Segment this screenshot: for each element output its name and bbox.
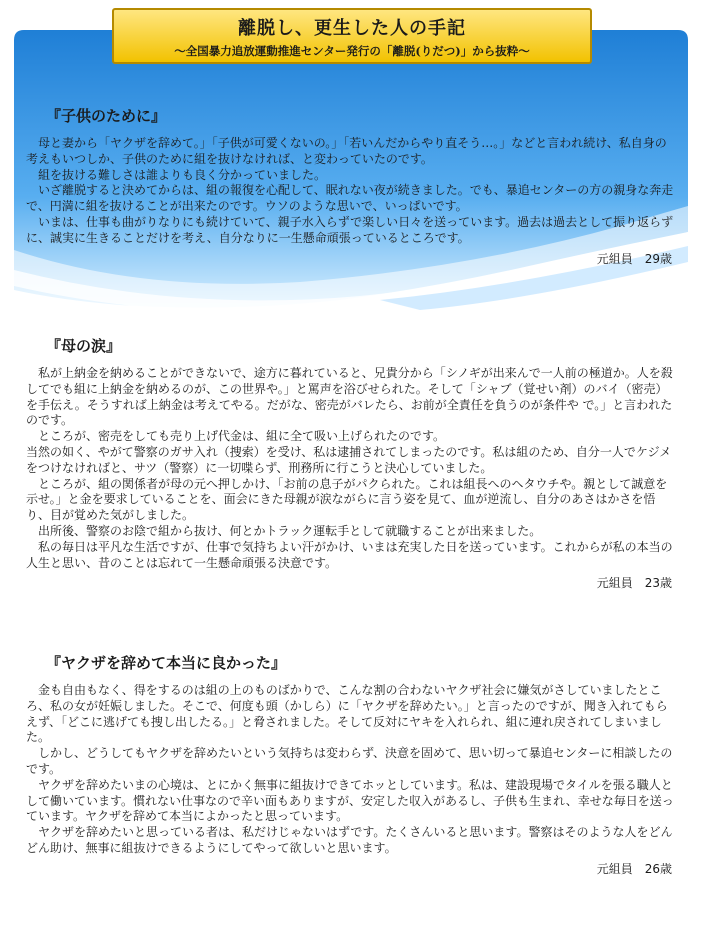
page-subtitle: ～全国暴力追放運動推進センター発行の「離脱(りだつ)」から抜粋～ (174, 44, 530, 58)
page-title: 離脱し、更生した人の手記 (238, 18, 466, 39)
section-heading: 『子供のために』 (46, 107, 167, 125)
section-heading: 『ヤクザを辞めて本当に良かった』 (46, 654, 287, 672)
paragraph: 私が上納金を納めることができないで、途方に暮れていると、兄貴分から「シノギが出来んで一人前の極道か。人を殺してでも組に上納金を納めるのが、この世界や。」と罵声を浴びせられた。そして「シャブ（覚せい剤）のバイ（密売）を手伝え。そうすれば上納金は考えてやる。だがな、密売がバレたら、お前が全責任を負うのが条件や で。」と言われたのです。 (26, 366, 673, 428)
paragraph: 出所後、警察のお陰で組から抜け、何とかトラック運転手として就職することが出来ました。 (38, 523, 542, 538)
paragraph: 当然の如く、やがて警察のガサ入れ（捜索）を受け、私は逮捕されてしまったのです。私は組のため、自分一人でケジメをつけなければと、サツ（警察）に一切喋らず、刑務所に行こうと決心していました。 (26, 444, 672, 475)
section-yakuza-yamete (26, 652, 676, 877)
author-signature: 元組員 26歳 (596, 861, 672, 876)
paragraph: ヤクザを辞めたいと思っている者は、私だけじゃないはずです。たくさんいると思います。警察はそのような人をどんどん助け、無事に組抜けできるようにしてやって欲しいと思います。 (26, 825, 673, 855)
section-kodomo (26, 105, 676, 267)
section-haha-no-namida (26, 335, 676, 591)
author-signature: 元組員 23歳 (596, 576, 672, 591)
paragraph: ところが、密売をしても売り上げ代金は、組に全て吸い上げられたのです。 (38, 429, 446, 444)
paragraph: 母と妻から「ヤクザを辞めて。」「子供が可愛くないの。」「若いんだからやり直そう…。」などと言われ続け、私自身の考えもいつしか、子供のために組を抜けなければ、と変わっていたのです。 (26, 136, 667, 166)
author-signature: 元組員 29歳 (596, 251, 672, 266)
paragraph: 金も自由もなく、得をするのは組の上のものばかりで、こんな割の合わないヤクザ社会に嫌気がさしていましたところ、私の女が妊娠しました。そこで、何度も頭（かしら）に「ヤクザを辞めたい。」と言ったのですが、聞き入れてもらえず、「どこに逃げても捜し出したる。」と脅されました。そして反対にヤキを入れられ、組に連れ戻されてしまいました。 (26, 683, 668, 745)
paragraph: ところが、組の関係者が母の元へ押しかけ、「お前の息子がパクられた。これは組長へのヘタウチや。親として誠意を示せ。」と金を要求していることを、面会にきた母親が涙ながらに言う姿を見て、血が逆流し、自分のあさはかさを悟り、目が覚めた気がしました。 (26, 476, 668, 523)
paragraph: しかし、どうしてもヤクザを辞めたいという気持ちは変わらず、決意を固めて、思い切って暴追センターに相談したのです。 (26, 746, 673, 776)
title-banner (112, 8, 592, 64)
section-heading: 『母の涙』 (46, 337, 122, 355)
paragraph: ヤクザを辞めたいまの心境は、とにかく無事に組抜けできてホッとしています。私は、建設現場でタイルを張る職人として働いています。慣れない仕事なので辛い面もありますが、安定した収入があるし、子供も生まれ、幸せな毎日を送っています。ヤクザを辞めて本当によかったと思っています。 (26, 777, 674, 824)
paragraph: いまは、仕事も曲がりなりにも続けていて、親子水入らずで楽しい日々を送っています。過去は過去として振り返らずに、誠実に生きることだけを考え、自分なりに一生懸命頑張っているところです。 (26, 214, 674, 245)
paragraph: いざ離脱すると決めてからは、組の報復を心配して、眠れない夜が続きました。でも、暴追センターの方の親身な奔走で、円満に組を抜けることが出来たのです。ウソのような思いで、いっぱいです。 (26, 183, 674, 214)
paragraph: 組を抜ける難しさは誰よりも良く分かっていました。 (38, 167, 327, 182)
paragraph: 私の毎日は平凡な生活ですが、仕事で気持ちよい汗がかけ、いまは充実した日を送っています。これからが私の本当の人生と思い、昔のことは忘れて一生懸命頑張る決意です。 (26, 539, 673, 570)
